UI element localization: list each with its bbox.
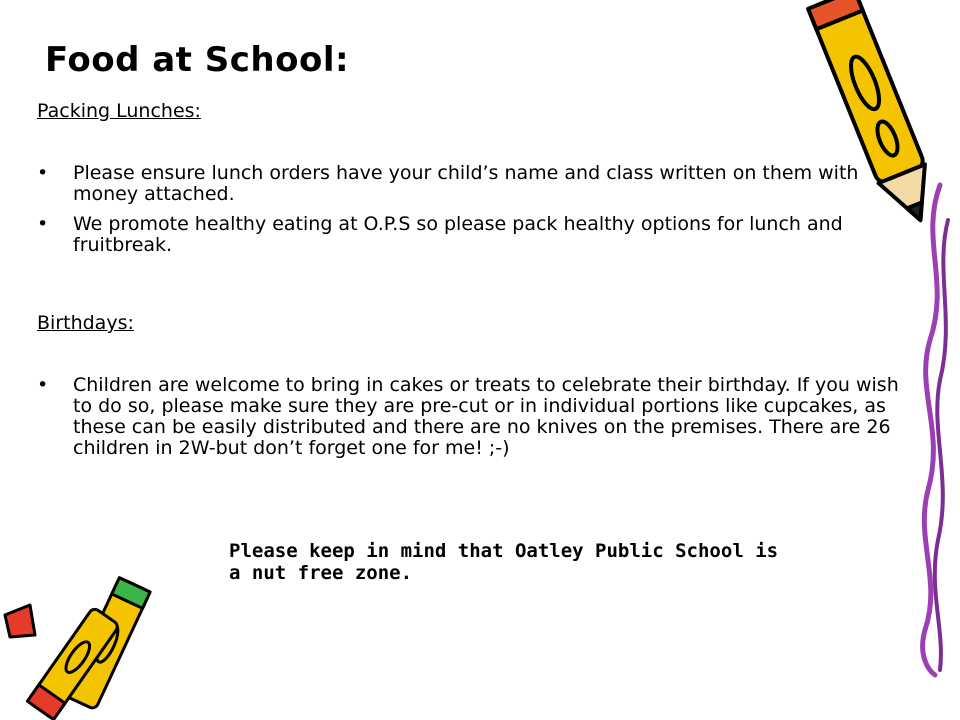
list-item xyxy=(37,375,907,459)
section-heading-birthdays: Birthdays: xyxy=(37,312,134,334)
bullet-icon: • xyxy=(37,213,49,235)
list-item-text: Please ensure lunch orders have your child’s name and class written on them with money attached. xyxy=(73,162,859,205)
nut-free-note: Please keep in mind that Oatley Public School is a nut free zone. xyxy=(229,540,779,584)
section-heading-packing-lunches: Packing Lunches: xyxy=(37,100,201,122)
bullet-icon: • xyxy=(37,162,49,184)
purple-scribble xyxy=(900,180,960,680)
list-item-text: Children are welcome to bring in cakes or treats to celebrate their birthday. If you wish to do so, please make sure they are pre-cut or in individual portions like cupcakes, as these can be easily distributed and there are no knives on the premises. There are 26 children in 2W-but don’t forget one for me! ;-) xyxy=(73,374,899,459)
birthdays-list xyxy=(37,375,907,459)
list-item-text: We promote healthy eating at O.P.S so please pack healthy options for lunch and fruitbreak. xyxy=(73,213,843,256)
slide-title: Food at School: xyxy=(45,40,350,80)
list-item xyxy=(37,214,907,256)
bullet-icon: • xyxy=(37,374,49,396)
list-item xyxy=(37,163,907,205)
crayons-icon xyxy=(0,575,200,720)
packing-lunches-list xyxy=(37,163,907,256)
